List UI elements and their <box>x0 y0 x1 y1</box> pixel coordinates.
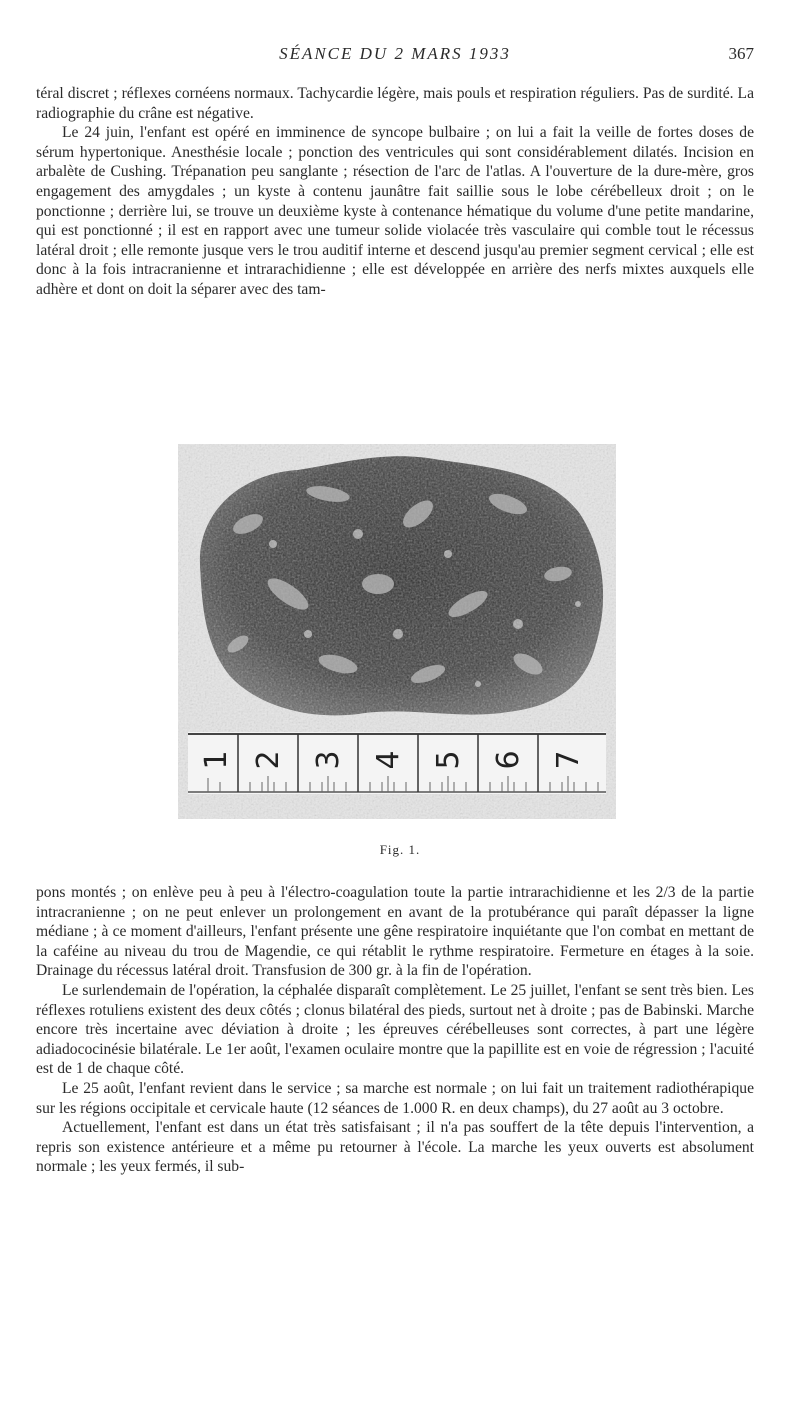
paragraph: Le surlendemain de l'opération, la céphalée disparaît complètement. Le 25 juillet, l'enfant se sent très bien. Les réflexes rotuliens existent des deux côtés ; clonus bilatéral des pieds, surtout net à droite ; pas de Babinski. Marche encore très incertaine avec déviation à droite ; les épreuves cérébelleuses sont correctes, à part une légère adiadococinésie bilatérale. Le 1er août, l'examen oculaire montre que la papillite est en voie de régression ; l'acuité est de 1 de chaque côté. <box>36 981 754 1078</box>
ruler-number: 3 <box>311 750 346 770</box>
ruler-number: 5 <box>431 750 466 770</box>
ruler-number: 1 <box>199 750 234 770</box>
ruler-number: 2 <box>251 750 286 770</box>
paragraph: Le 24 juin, l'enfant est opéré en imminence de syncope bulbaire ; on lui a fait la veille de fortes doses de sérum hypertonique. Anesthésie locale ; ponction des ventricules qui sont considérablement dilatés. Incision en arbalète de Cushing. Trépanation peu sanglante ; résection de l'arc de l'atlas. A l'ouverture de la dure-mère, gros engagement des amygdales ; un kyste à contenu jaunâtre fait saillie sous le lobe cérébelleux droit ; on le ponctionne ; derrière lui, se trouve un deuxième kyste à contenance hématique du volume d'une petite mandarine, qui est ponctionné ; il est en rapport avec une tumeur solide violacée très vasculaire qui comble tout le récessus latéral droit ; elle remonte jusque vers le trou auditif interne et descend jusqu'au premier segment cervical ; elle est donc à la fois intracranienne et intrarachidienne ; elle est développée en arrière des nerfs mixtes auxquels elle adhère et dont on doit la séparer avec des tam- <box>36 124 754 298</box>
running-head <box>36 44 754 68</box>
ruler-number: 7 <box>551 750 586 770</box>
ruler <box>188 732 606 794</box>
tumor-photograph <box>178 444 616 819</box>
text-block-bottom <box>36 883 754 1177</box>
paragraph: Le 25 août, l'enfant revient dans le service ; sa marche est normale ; on lui fait un traitement radiothérapique sur les régions occipitale et cervicale haute (12 séances de 1.000 R. en deux champs), du 27 août au 3 octobre. <box>36 1079 754 1117</box>
figure-caption: Fig. 1. <box>379 842 421 857</box>
page-number: 367 <box>728 44 754 63</box>
paragraph: téral discret ; réflexes cornéens normaux. Tachycardie légère, mais pouls et respiration réguliers. Pas de surdité. La radiographie du crâne est négative. <box>36 85 754 122</box>
paragraph: pons montés ; on enlève peu à peu à l'électro-coagulation toute la partie intrarachidienne et les 2/3 de la partie intracranienne ; on ne peut enlever un prolongement en avant de la protubérance qui paraît dépasser la ligne médiane ; à ce moment d'ailleurs, l'enfant présente une gêne respiratoire inquiétante que l'on combat en mettant de la caféine au niveau du trou de Magendie, ce qui rétablit le rythme respiratoire. Fermeture en étages à la soie. Drainage du récessus latéral droit. Transfusion de 300 gr. à la fin de l'opération. <box>36 884 754 980</box>
running-title: SÉANCE DU 2 MARS 1933 <box>279 44 511 63</box>
figure-tumor-photo <box>178 444 616 819</box>
paragraph: Actuellement, l'enfant est dans un état très satisfaisant ; il n'a pas souffert de la tête depuis l'intervention, a repris son existence antérieure et a même pu retourner à l'école. La marche les yeux ouverts est absolument normale ; les yeux fermés, il sub- <box>36 1119 754 1176</box>
text-block-top <box>36 84 754 300</box>
ruler-number: 6 <box>491 750 526 770</box>
ruler-number: 4 <box>371 750 406 770</box>
